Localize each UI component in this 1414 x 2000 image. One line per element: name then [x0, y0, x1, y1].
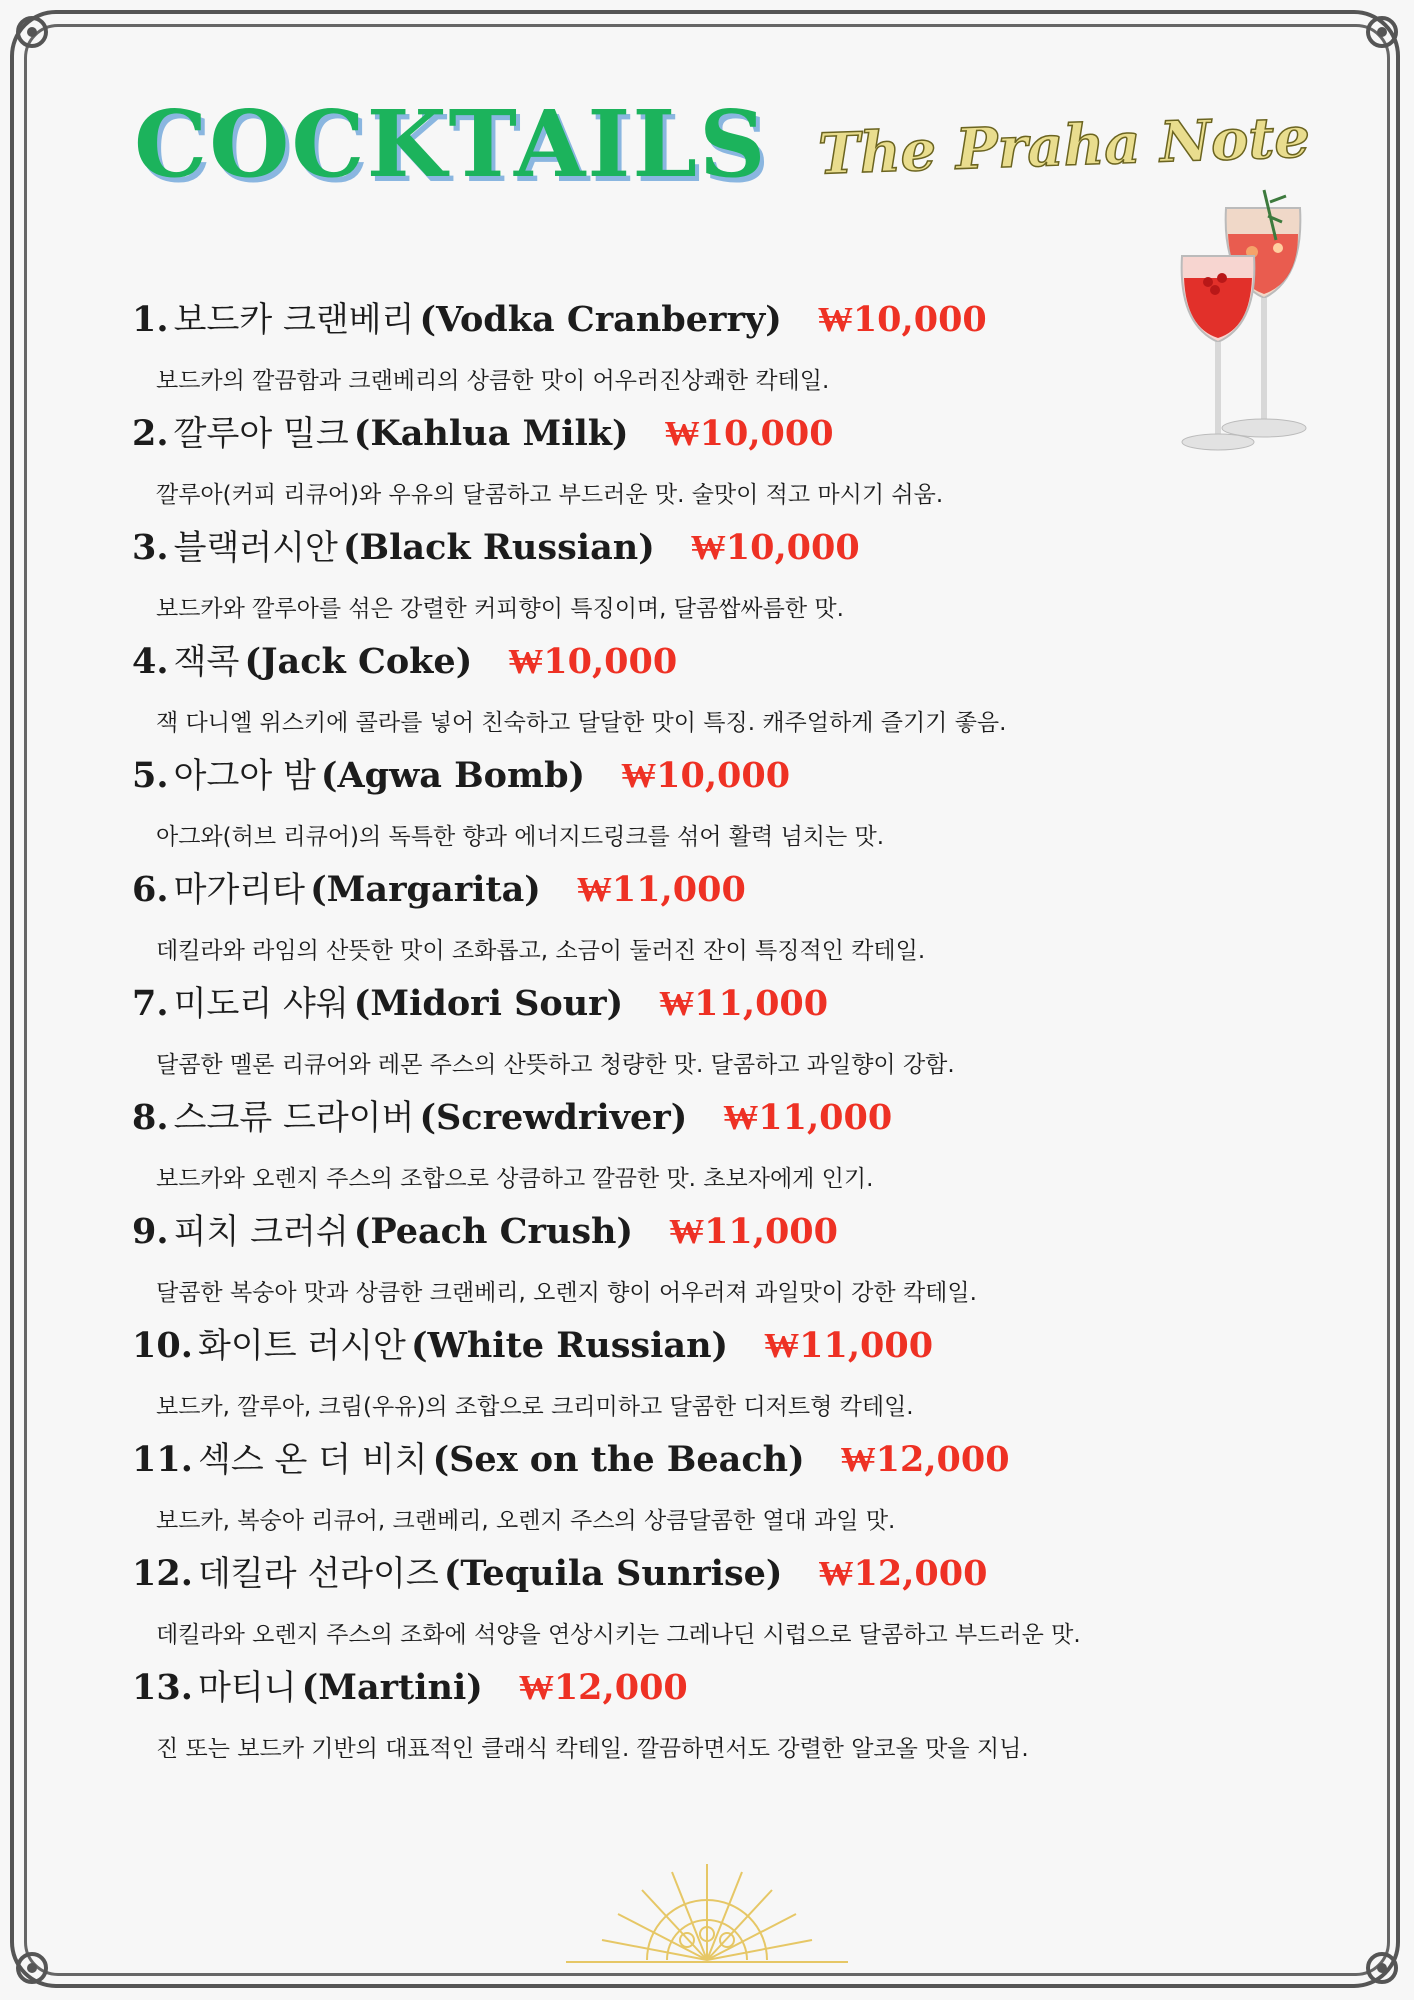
menu-item: [132, 983, 955, 1079]
item-name-english: (Tequila Sunrise): [443, 1553, 783, 1594]
item-number: 2.: [132, 413, 169, 454]
page-title: COCKTAILS: [134, 90, 768, 198]
item-name-korean: 미도리 샤워: [173, 984, 349, 1024]
item-description: 보드카, 깔루아, 크림(우유)의 조합으로 크리미하고 달콤한 디저트형 칵테일.: [156, 1394, 914, 1420]
item-name-english: (Vodka Cranberry): [419, 299, 782, 340]
item-price: ₩11,000: [669, 1211, 839, 1252]
item-name-korean: 보드카 크랜베리: [173, 300, 415, 340]
item-description: 달콤한 복숭아 맛과 상큼한 크랜베리, 오렌지 향이 어우러져 과일맛이 강한 칵테일.: [156, 1280, 977, 1306]
item-description: 보드카와 깔루아를 섞은 강렬한 커피향이 특징이며, 달콤쌉싸름한 맛.: [156, 596, 844, 622]
item-name-korean: 마티니: [198, 1668, 297, 1708]
item-description: 보드카의 깔끔함과 크랜베리의 상큼한 맛이 어우러진상쾌한 칵테일.: [156, 368, 830, 394]
item-name-english: (Peach Crush): [353, 1211, 634, 1252]
item-description: 데킬라와 오렌지 주스의 조화에 석양을 연상시키는 그레나딘 시럽으로 달콤하고 부드러운 맛.: [156, 1622, 1081, 1648]
item-description: 진 또는 보드카 기반의 대표적인 클래식 칵테일. 깔끔하면서도 강렬한 알코올 맛을 지님.: [156, 1736, 1029, 1762]
item-name-english: (White Russian): [410, 1325, 729, 1366]
menu-item: [132, 1667, 1029, 1763]
item-number: 3.: [132, 527, 169, 568]
item-number: 12.: [132, 1553, 193, 1594]
menu-item: [132, 527, 860, 623]
item-name-korean: 아그아 밤: [173, 756, 316, 796]
item-price: ₩10,000: [690, 527, 860, 568]
item-description: 잭 다니엘 위스키에 콜라를 넣어 친숙하고 달달한 맛이 특징. 캐주얼하게 즐기기 좋음.: [156, 710, 1007, 736]
item-number: 11.: [132, 1439, 193, 1480]
menu-item: [132, 1325, 934, 1421]
menu-item: [132, 1211, 977, 1307]
item-number: 7.: [132, 983, 169, 1024]
item-name-english: (Kahlua Milk): [353, 413, 629, 454]
item-name-korean: 스크류 드라이버: [173, 1098, 415, 1138]
item-price: ₩11,000: [764, 1325, 934, 1366]
item-name-korean: 데킬라 선라이즈: [198, 1554, 439, 1594]
item-name-english: (Margarita): [310, 869, 541, 910]
item-description: 데킬라와 라임의 산뜻한 맛이 조화롭고, 소금이 둘러진 잔이 특징적인 칵테일.: [156, 938, 926, 964]
item-number: 13.: [132, 1667, 193, 1708]
item-name-english: (Sex on the Beach): [432, 1439, 805, 1480]
item-name-english: (Screwdriver): [419, 1097, 688, 1138]
corner-ornament-top-right: [1354, 4, 1410, 60]
item-number: 9.: [132, 1211, 169, 1252]
menu-item: [132, 869, 926, 965]
item-description: 아그와(허브 리큐어)의 독특한 향과 에너지드링크를 섞어 활력 넘치는 맛.: [156, 824, 885, 850]
item-name-english: (Jack Coke): [244, 641, 473, 682]
item-price: ₩12,000: [840, 1439, 1010, 1480]
menu-item: [132, 1439, 1010, 1535]
item-name-english: (Agwa Bomb): [320, 755, 586, 796]
item-price: ₩11,000: [723, 1097, 893, 1138]
corner-ornament-bottom-right: [1354, 1940, 1410, 1996]
menu-item: [132, 413, 944, 509]
menu-item: [132, 755, 885, 851]
item-name-english: (Midori Sour): [353, 983, 624, 1024]
item-price: ₩10,000: [621, 755, 791, 796]
corner-ornament-top-left: [4, 4, 60, 60]
item-name-english: (Black Russian): [342, 527, 655, 568]
item-name-korean: 블랙러시안: [173, 528, 338, 568]
item-name-korean: 잭콕: [173, 642, 240, 682]
menu-item: [132, 1553, 1081, 1649]
corner-ornament-bottom-left: [4, 1940, 60, 1996]
item-name-korean: 깔루아 밀크: [173, 414, 349, 454]
item-price: ₩11,000: [659, 983, 829, 1024]
menu-item: [132, 641, 1007, 737]
cocktail-glasses-illustration: [1178, 182, 1348, 460]
item-name-korean: 피치 크러쉬: [173, 1212, 349, 1252]
item-price: ₩10,000: [508, 641, 678, 682]
item-description: 보드카, 복숭아 리큐어, 크랜베리, 오렌지 주스의 상큼달콤한 열대 과일 맛.: [156, 1508, 896, 1534]
item-number: 8.: [132, 1097, 169, 1138]
item-price: ₩12,000: [518, 1667, 688, 1708]
item-description: 깔루아(커피 리큐어)와 우유의 달콤하고 부드러운 맛. 술맛이 적고 마시기 쉬움.: [156, 482, 944, 508]
item-price: ₩10,000: [664, 413, 834, 454]
item-price: ₩11,000: [576, 869, 746, 910]
item-number: 4.: [132, 641, 169, 682]
menu-item: [132, 1097, 893, 1193]
item-number: 6.: [132, 869, 169, 910]
item-description: 달콤한 멜론 리큐어와 레몬 주스의 산뜻하고 청량한 맛. 달콤하고 과일향이 강함.: [156, 1052, 955, 1078]
item-name-english: (Martini): [301, 1667, 483, 1708]
sunburst-ornament: [562, 1862, 852, 1976]
item-number: 1.: [132, 299, 169, 340]
menu-item: [132, 299, 987, 395]
item-price: ₩10,000: [817, 299, 987, 340]
item-name-korean: 섹스 온 더 비치: [198, 1440, 428, 1480]
brand-name: The Praha Note: [816, 104, 1311, 188]
item-number: 5.: [132, 755, 169, 796]
item-name-korean: 화이트 러시안: [198, 1326, 406, 1366]
item-description: 보드카와 오렌지 주스의 조합으로 상큼하고 깔끔한 맛. 초보자에게 인기.: [156, 1166, 874, 1192]
item-price: ₩12,000: [818, 1553, 988, 1594]
item-number: 10.: [132, 1325, 193, 1366]
item-name-korean: 마가리타: [173, 870, 306, 910]
